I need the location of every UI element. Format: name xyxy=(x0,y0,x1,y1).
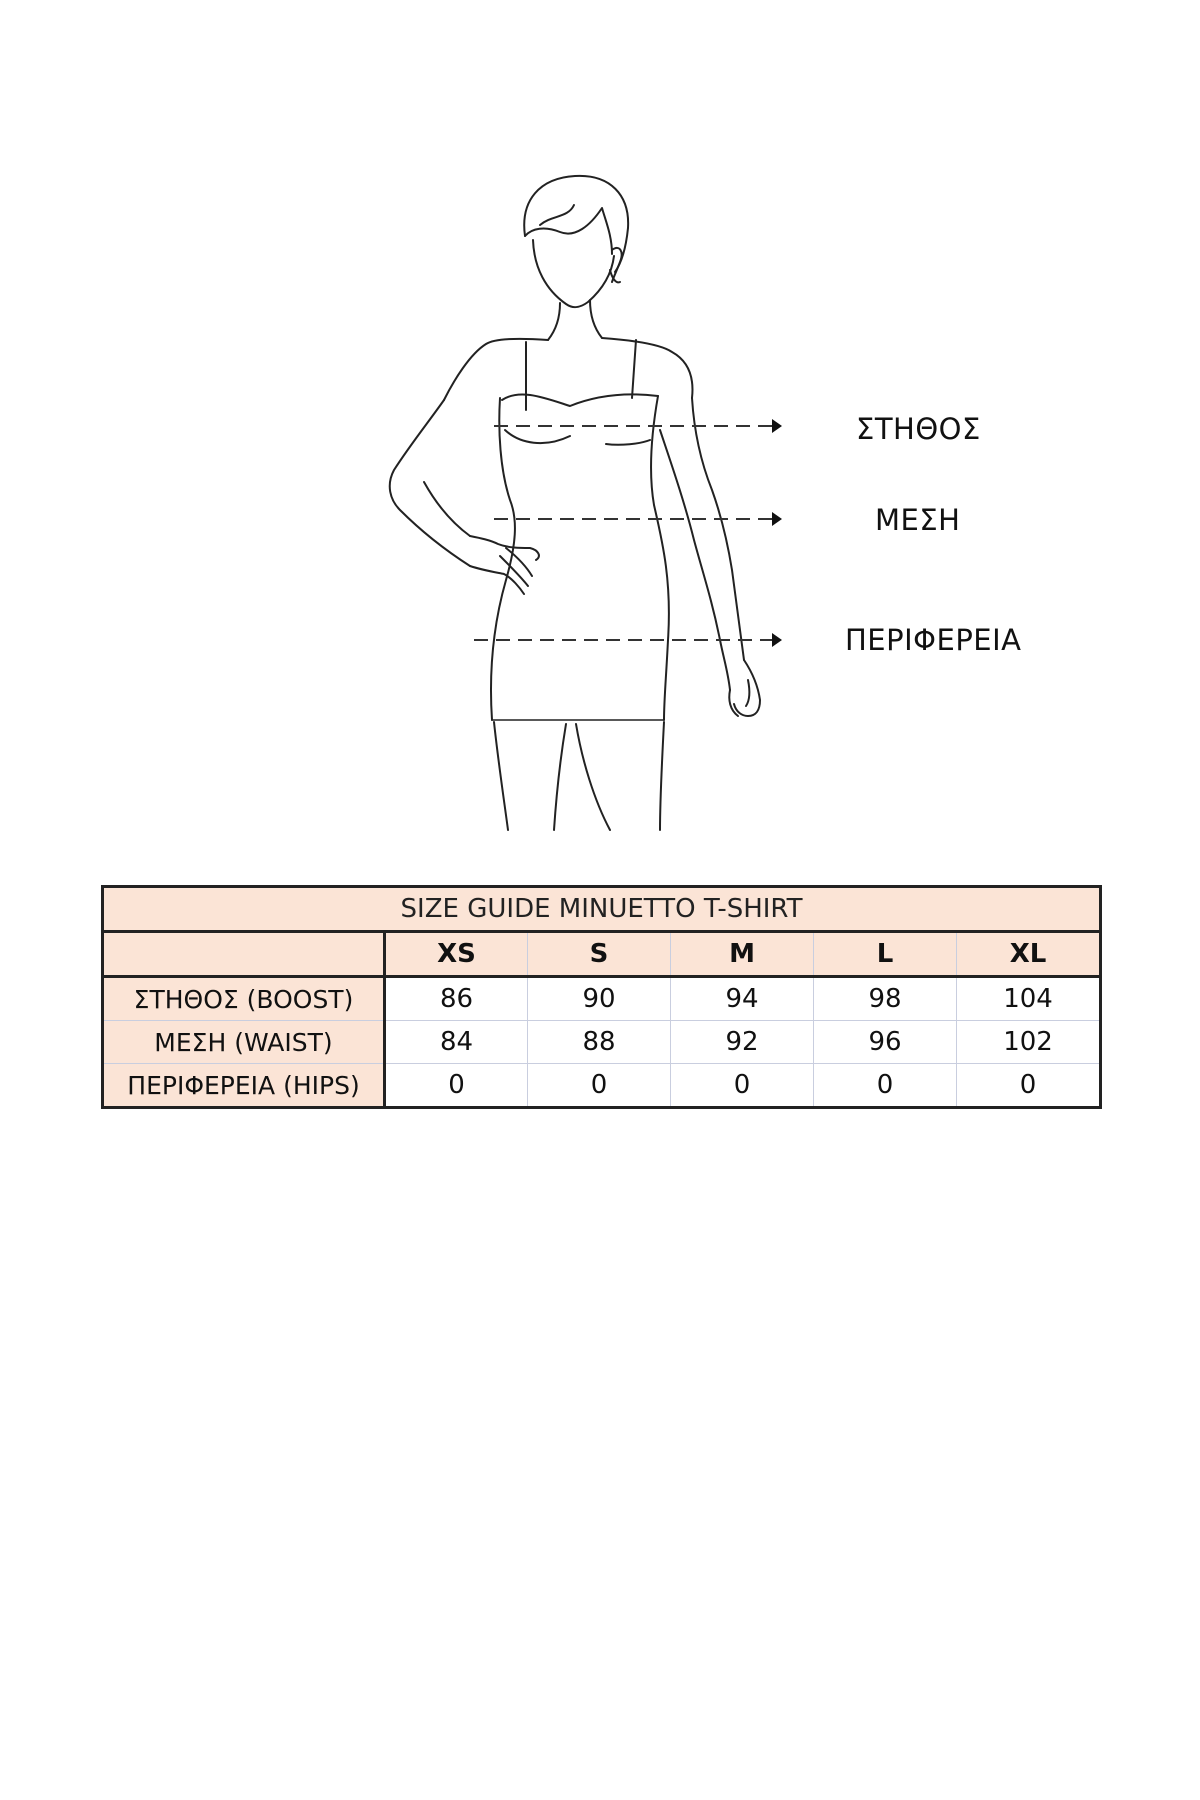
size-header-m: M xyxy=(671,932,814,977)
table-cell: 88 xyxy=(528,1021,671,1064)
bust-label: ΣΤΗΘΟΣ xyxy=(856,412,981,446)
waist-arrowhead xyxy=(772,512,782,526)
header-corner-cell xyxy=(103,932,385,977)
table-cell: 0 xyxy=(671,1064,814,1108)
bust-arrowhead xyxy=(772,419,782,433)
table-cell: 90 xyxy=(528,977,671,1021)
row-label-bust: ΣΤΗΘΟΣ (BOOST) xyxy=(103,977,385,1021)
table-cell: 0 xyxy=(814,1064,957,1108)
table-row-waist xyxy=(103,1021,1101,1064)
table-cell: 86 xyxy=(385,977,528,1021)
table-row-bust xyxy=(103,977,1101,1021)
table-cell: 0 xyxy=(957,1064,1101,1108)
size-header-l: L xyxy=(814,932,957,977)
woman-in-dress-drawing xyxy=(0,0,1200,850)
size-header-xs: XS xyxy=(385,932,528,977)
table-cell: 0 xyxy=(528,1064,671,1108)
table-cell: 102 xyxy=(957,1021,1101,1064)
hips-label: ΠΕΡΙΦΕΡΕΙΑ xyxy=(845,623,1022,657)
size-header-s: S xyxy=(528,932,671,977)
table-cell: 104 xyxy=(957,977,1101,1021)
size-header-xl: XL xyxy=(957,932,1101,977)
size-header-row xyxy=(103,932,1101,977)
hips-arrowhead xyxy=(772,633,782,647)
row-label-waist: ΜΕΣΗ (WAIST) xyxy=(103,1021,385,1064)
table-title-row xyxy=(103,887,1101,932)
row-label-hips: ΠΕΡΙΦΕΡΕΙΑ (HIPS) xyxy=(103,1064,385,1108)
dress-figure-illustration xyxy=(0,0,1200,850)
table-cell: 84 xyxy=(385,1021,528,1064)
table-cell: 0 xyxy=(385,1064,528,1108)
table-cell: 98 xyxy=(814,977,957,1021)
waist-label: ΜΕΣΗ xyxy=(875,503,961,537)
table-row-hips xyxy=(103,1064,1101,1108)
table-cell: 96 xyxy=(814,1021,957,1064)
table-title: SIZE GUIDE MINUETTO T-SHIRT xyxy=(103,887,1101,932)
table-cell: 94 xyxy=(671,977,814,1021)
table-cell: 92 xyxy=(671,1021,814,1064)
size-guide-table xyxy=(101,885,1102,1109)
